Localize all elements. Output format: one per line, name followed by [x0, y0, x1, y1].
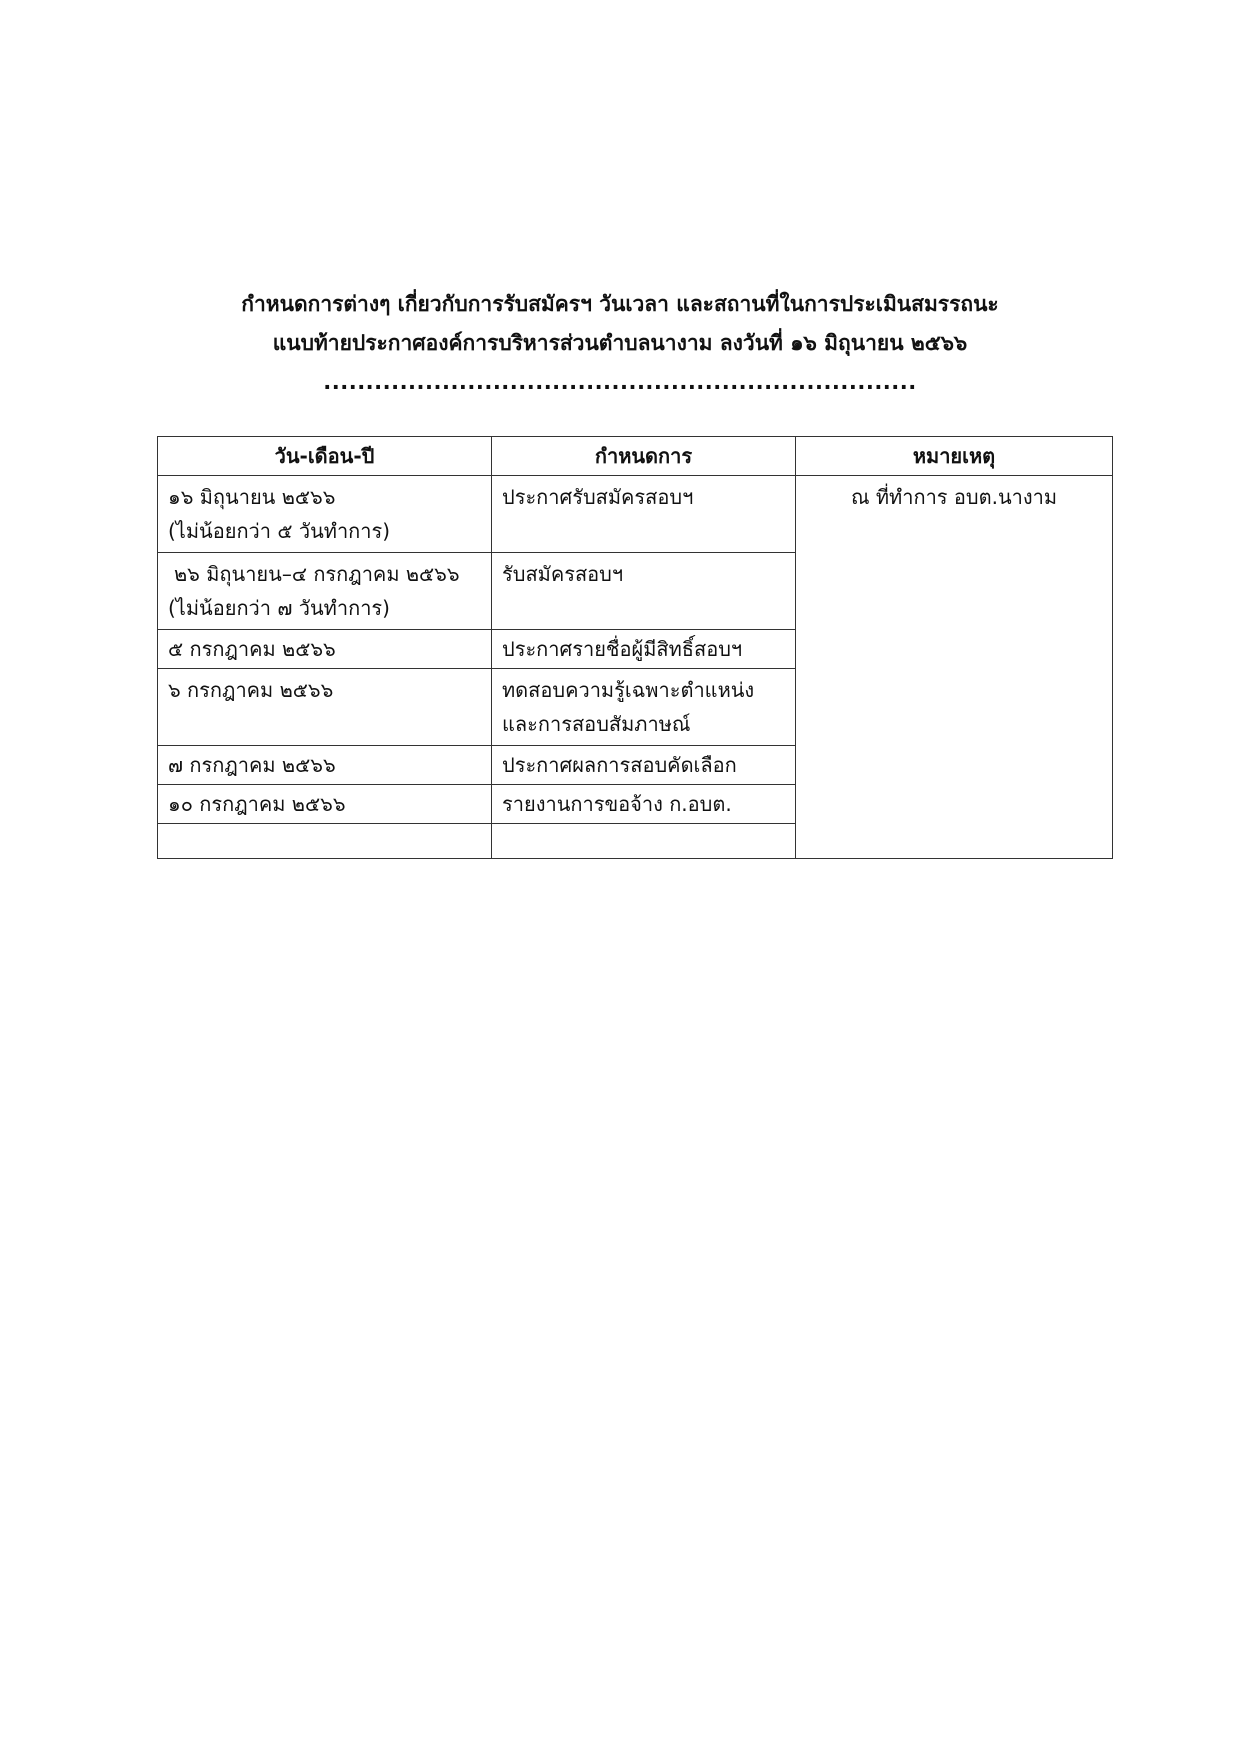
column-header-date: วัน-เดือน-ปี: [158, 437, 492, 476]
activity-text: รายงานการขอจ้าง ก.อบต.: [502, 792, 732, 816]
date-cell: [158, 476, 492, 553]
date-cell-empty: [158, 824, 492, 859]
date-subtext: (ไม่น้อยกว่า ๗ วันทำการ): [168, 596, 390, 620]
date-cell: [158, 630, 492, 669]
date-text: ๑๐ กรกฎาคม ๒๕๖๖: [168, 792, 346, 816]
note-text: ณ ที่ทำการ อบต.นางาม: [850, 485, 1058, 509]
activity-text: ประกาศรายชื่อผู้มีสิทธิ์สอบฯ: [502, 637, 743, 661]
date-subtext: (ไม่น้อยกว่า ๕ วันทำการ): [168, 519, 391, 543]
activity-cell: [492, 630, 796, 669]
date-cell: [158, 669, 492, 746]
date-text: ๒๖ มิถุนายน–๔ กรกฎาคม ๒๕๖๖: [174, 562, 460, 586]
schedule-table: [157, 436, 1113, 859]
activity-cell: [492, 746, 796, 785]
table-header-row: [158, 437, 1113, 476]
dotted-separator: ......................................................................: [323, 370, 917, 394]
note-cell: [796, 476, 1113, 859]
column-header-note: หมายเหตุ: [796, 437, 1113, 476]
document-title-line1: กำหนดการต่างๆ เกี่ยวกับการรับสมัครฯ วันเวลา และสถานที่ในการประเมินสมรรถนะ: [241, 292, 999, 316]
date-text: ๑๖ มิถุนายน ๒๕๖๖: [168, 485, 336, 509]
activity-subtext: และการสอบสัมภาษณ์: [502, 712, 691, 736]
column-header-schedule: กำหนดการ: [492, 437, 796, 476]
date-text: ๕ กรกฎาคม ๒๕๖๖: [168, 637, 336, 661]
activity-text: ทดสอบความรู้เฉพาะตำแหน่ง: [502, 678, 755, 702]
date-text: ๖ กรกฎาคม ๒๕๖๖: [168, 678, 334, 702]
activity-cell: [492, 669, 796, 746]
activity-cell: [492, 553, 796, 630]
table-row: [158, 476, 1113, 553]
activity-cell: [492, 785, 796, 824]
date-cell: [158, 746, 492, 785]
date-text: ๗ กรกฎาคม ๒๕๖๖: [168, 753, 336, 777]
activity-cell-empty: [492, 824, 796, 859]
activity-text: ประกาศผลการสอบคัดเลือก: [502, 753, 737, 777]
activity-text: ประกาศรับสมัครสอบฯ: [502, 485, 694, 509]
date-cell: [158, 785, 492, 824]
activity-text: รับสมัครสอบฯ: [502, 562, 624, 586]
activity-cell: [492, 476, 796, 553]
document-title-line2: แนบท้ายประกาศองค์การบริหารส่วนตำบลนางาม ลงวันที่ ๑๖ มิถุนายน ๒๕๖๖: [272, 331, 968, 355]
date-cell: [158, 553, 492, 630]
